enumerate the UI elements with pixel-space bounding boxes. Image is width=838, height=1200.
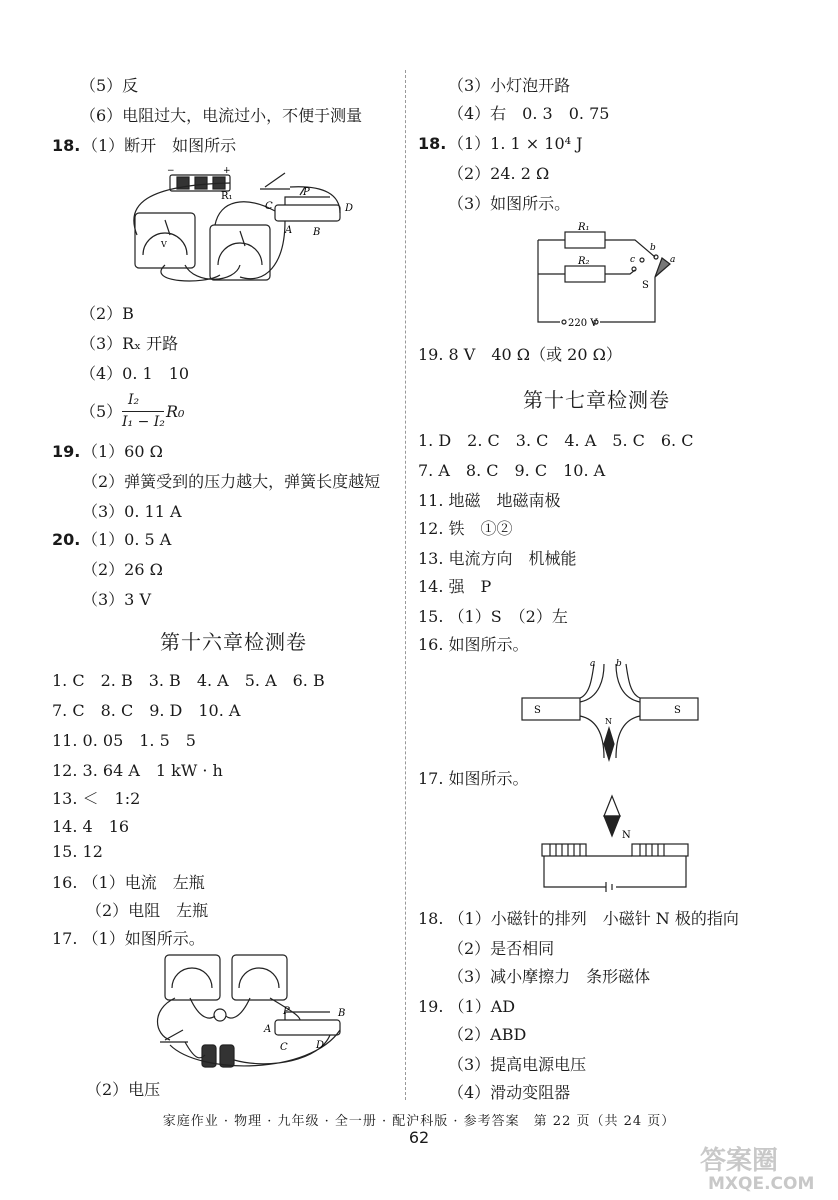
r-answer-4: （4）右 0. 3 0. 75 [448,104,610,123]
answer-18-4: （4）0. 1 10 [80,364,190,383]
fig17-label-d: D [316,1040,325,1051]
fig17-label-p: P [283,1006,290,1017]
answer-20-3: （3）3 V [82,590,152,609]
magnetic-field-diagram [520,658,700,762]
fraction-denominator: I₁ − I₂ [122,414,165,430]
fig17-label-c: C [280,1042,288,1053]
answer-15: 15. 12 [52,842,103,861]
answer-16-2: （2）电阻 左瓶 [86,901,209,920]
answer-17-1: 17. （1）如图所示。 [52,929,205,948]
answer-6: （6）电阻过大，电流过小，不便于测量 [80,106,363,125]
fig-label-a: A [285,225,293,236]
r-answer-18-2: （2）24. 2 Ω [448,164,550,183]
circ-label-s: S [642,280,649,291]
r-answer-3: （3）小灯泡开路 [448,76,571,95]
watermark-logo: 答案圈 [700,1146,779,1176]
answer-18-1: （1）断开 如图所示 [82,136,237,155]
r-answer-12: 12. 铁 ①② [418,519,513,538]
coil-label-n: N [622,830,631,841]
fig-label-r1: R₁ [221,191,233,202]
question-20-number: 20. [52,530,81,549]
answer-19-3: （3）0. 11 A [82,502,182,521]
r-answer-18-1: （1）1. 1 × 10⁴ J [448,134,583,153]
fraction-bar [122,411,164,412]
r-answer-17: 17. 如图所示。 [418,769,529,788]
answer-11: 11. 0. 05 1. 5 5 [52,731,196,750]
fig-label-v: V [161,240,167,249]
answer-13: 13. ＜ 1:2 [52,789,141,808]
page-footer: 家庭作业 · 物理 · 九年级 · 全一册 · 配沪科版 · 参考答案 第 22 页（共 24 页） [162,1114,676,1129]
answer-19-2: （2）弹簧受到的压力越大，弹簧长度越短 [82,472,381,491]
answer-17-2: （2）电压 [86,1080,161,1099]
fig-label-minus: − [167,166,175,176]
mc-row-2: 7. C 8. C 9. D 10. A [52,701,241,720]
r-answer-19-4: （4）滑动变阻器 [448,1083,571,1102]
r-answer-19: 19. 8 V 40 Ω（或 20 Ω） [418,345,622,364]
answer-18-5-prefix: （5） [80,402,123,421]
circuit-figure-18 [125,165,360,285]
r-answer-18-3: （3）如图所示。 [448,194,571,213]
circ-label-a: a [670,255,676,265]
fig17-label-b: B [338,1008,346,1019]
r-answer-15: 15. （1）S （2）左 [418,607,568,626]
answer-12: 12. 3. 64 A 1 kW · h [52,761,223,780]
circ-label-220v: 220 V [568,318,598,329]
electromagnet-diagram [536,792,696,896]
mag-label-s1: S [534,705,541,716]
mc-row-1: 1. C 2. B 3. B 4. A 5. A 6. B [52,671,325,690]
question-19-number: 19. [52,442,81,461]
r-answer-18-1: 18. （1）小磁针的排列 小磁针 N 极的指向 [418,909,739,928]
fig-label-p: P [303,187,310,198]
answer-18-2: （2）B [80,304,134,323]
column-divider [405,70,406,1100]
answer-20-2: （2）26 Ω [82,560,163,579]
fig-label-d: D [345,203,354,214]
circ-label-r2: R₂ [578,256,590,267]
answer-16-1: 16. （1）电流 左瓶 [52,873,205,892]
r-answer-19-2: （2）ABD [448,1025,527,1044]
answer-20-1: （1）0. 5 A [82,530,172,549]
heater-circuit-diagram [530,222,690,334]
r-answer-18-2: （2）是否相同 [448,939,555,958]
answer-18-3: （3）Rₓ 开路 [80,334,179,353]
circ-label-c: c [630,255,636,265]
fig-label-c: C [265,201,273,212]
answer-19-1: （1）60 Ω [82,442,163,461]
r-mc-row-2: 7. A 8. C 9. C 10. A [418,461,606,480]
circ-label-r1: R₁ [578,222,590,233]
chapter-16-title: 第十六章检测卷 [160,630,307,654]
answer-18-5-suffix: R₀ [166,402,185,421]
question-18-number: 18. [52,136,81,155]
r-answer-18-3: （3）减小摩擦力 条形磁体 [448,967,651,986]
watermark-url: MXQE.COM [708,1174,815,1194]
fraction-numerator: I₂ [128,392,140,408]
fig-label-b: B [313,227,321,238]
r-answer-14: 14. 强 P [418,577,492,596]
page-number: 62 [408,1128,430,1147]
circ-label-b: b [650,243,656,253]
r-answer-19-3: （3）提高电源电压 [448,1055,587,1074]
r-answer-13: 13. 电流方向 机械能 [418,549,577,568]
answer-5: （5）反 [80,76,139,95]
r-question-18-number: 18. [418,134,447,153]
answer-14: 14. 4 16 [52,817,130,836]
r-answer-11: 11. 地磁 地磁南极 [418,491,561,510]
mag-label-n: N [605,717,612,726]
fig17-label-a: A [264,1024,272,1035]
r-answer-16: 16. 如图所示。 [418,635,529,654]
mag-label-s2: S [674,705,681,716]
circuit-figure-17 [140,950,365,1075]
r-mc-row-1: 1. D 2. C 3. C 4. A 5. C 6. C [418,431,694,450]
fig-label-plus: + [223,166,231,176]
chapter-17-title: 第十七章检测卷 [523,388,670,412]
mag-label-a: a [590,659,596,669]
mag-label-b: b [616,659,622,669]
r-answer-19-1: 19. （1）AD [418,997,516,1016]
